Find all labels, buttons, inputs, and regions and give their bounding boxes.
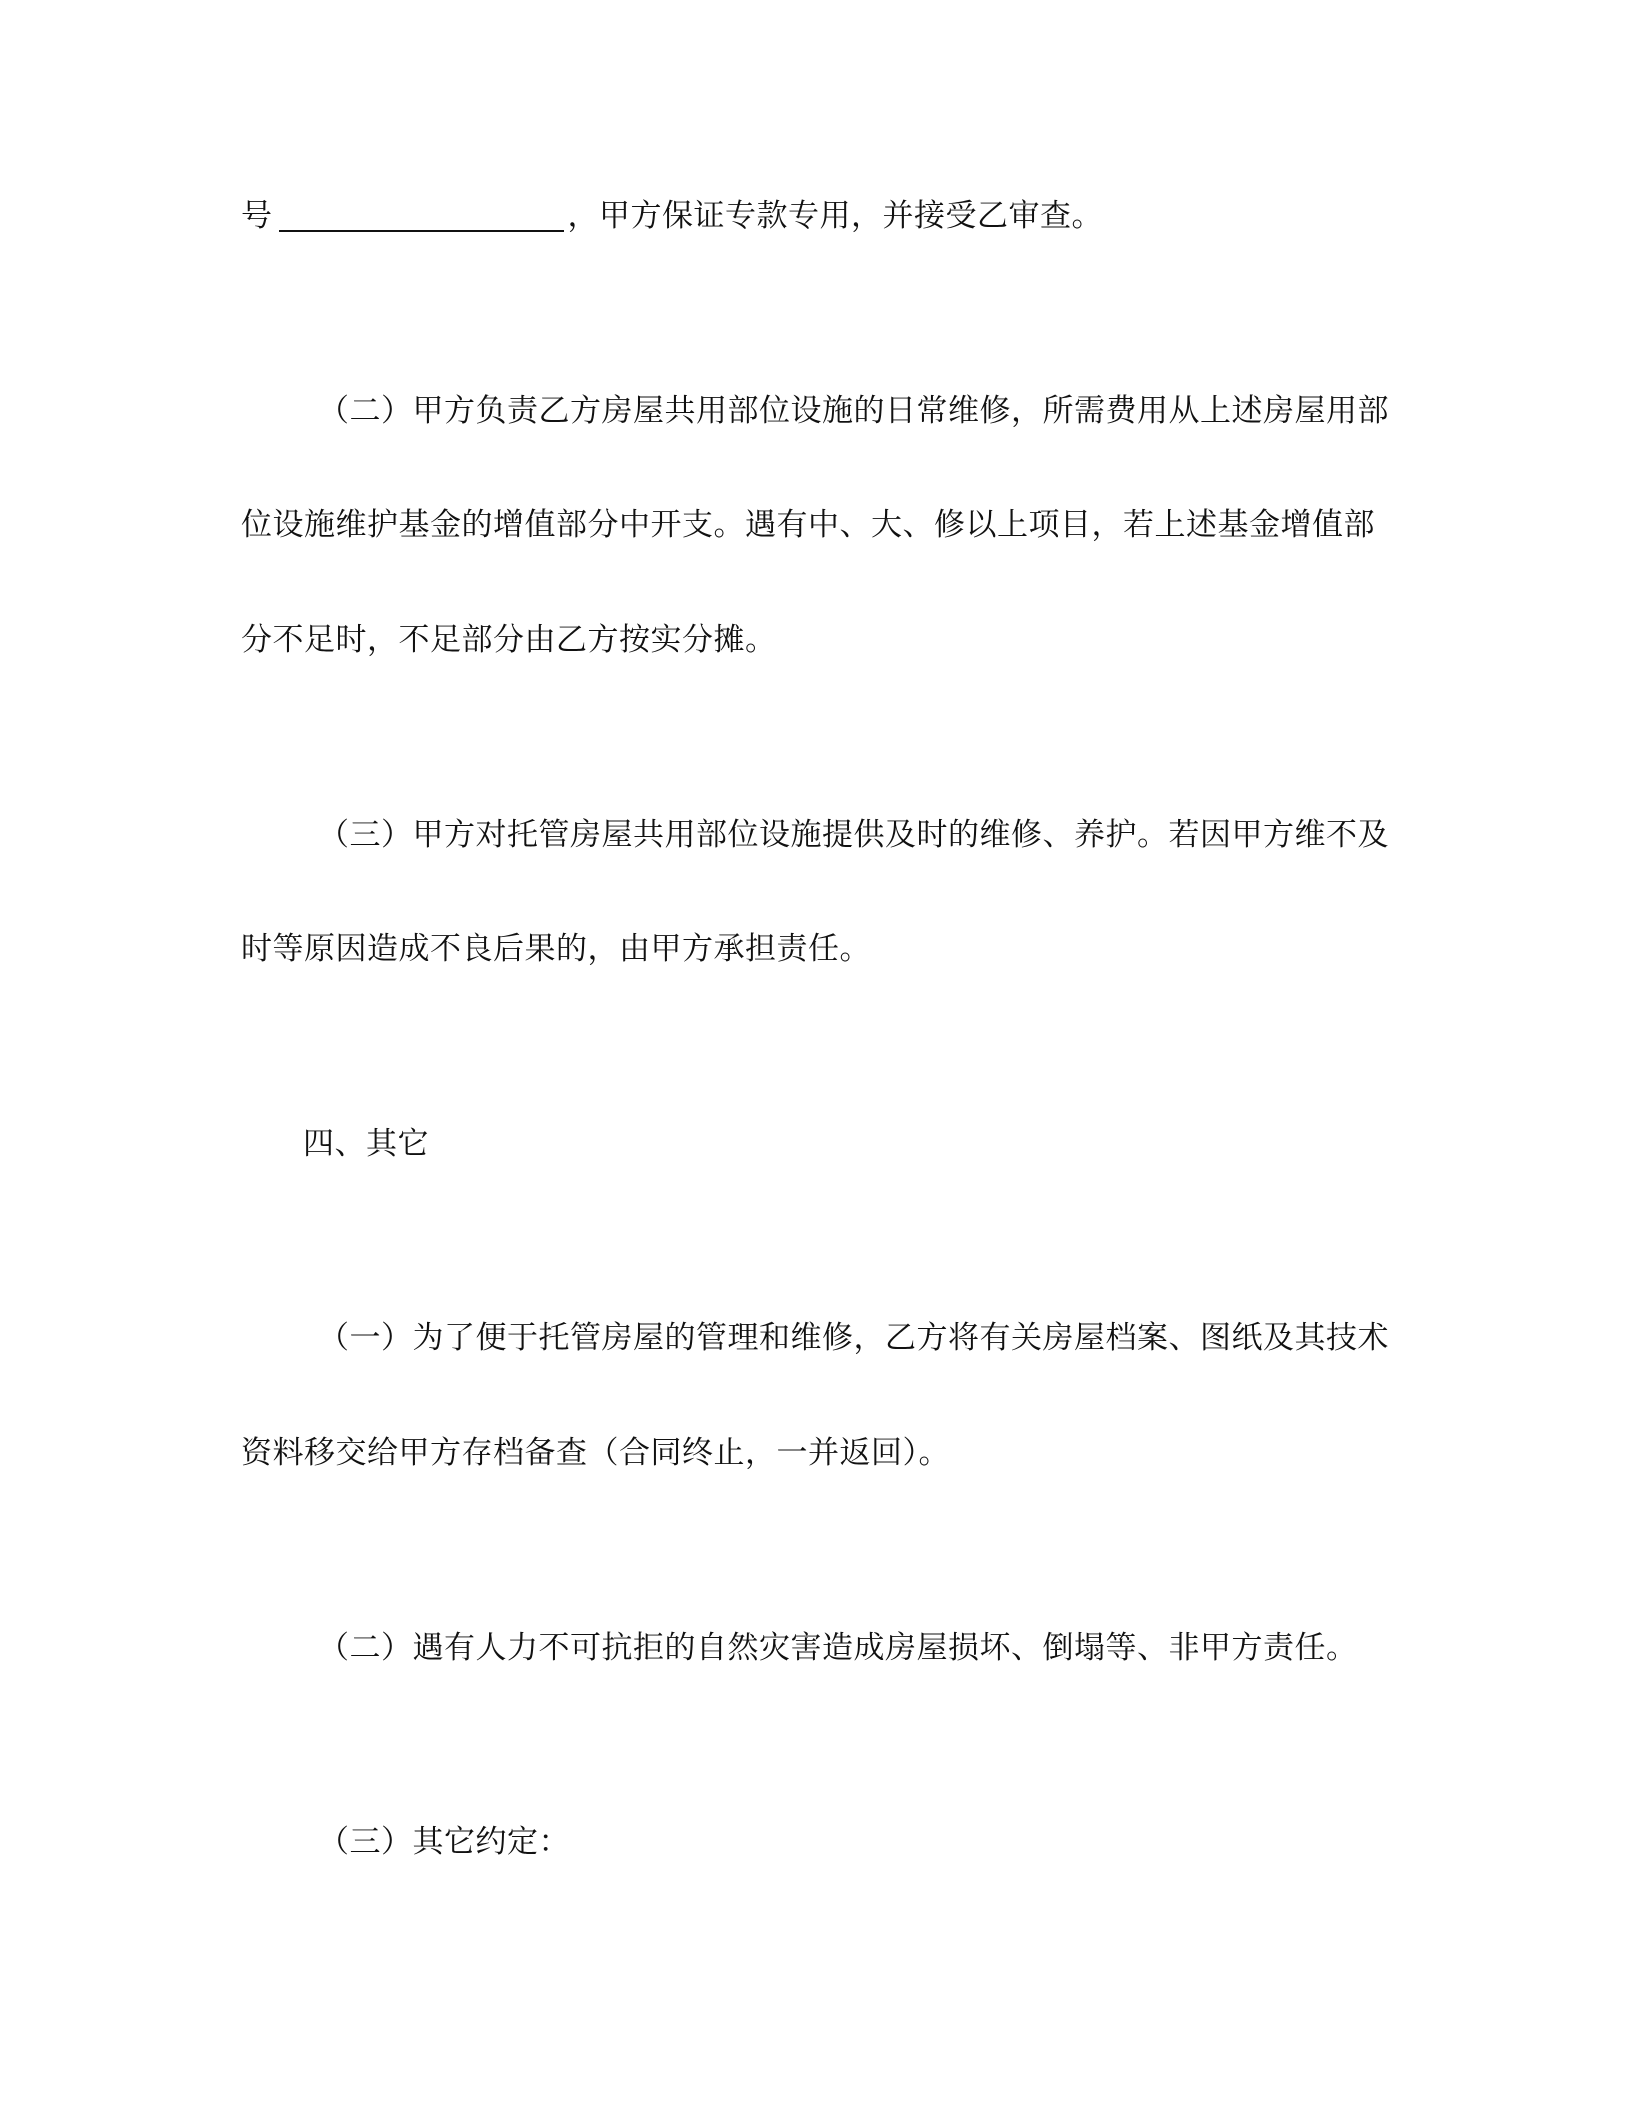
clause-2-line-3: 分不足时，不足部分由乙方按实分摊。 [241,622,777,658]
clause-2-line-1: （二）甲方负责乙方房屋共用部位设施的日常维修，所需费用从上述房屋用部 [318,393,1389,429]
continuation-line [241,196,1103,236]
other-clause-3-line-1: （三）其它约定： [318,1824,570,1860]
other-clause-2-line-1: （二）遇有人力不可抗拒的自然灾害造成房屋损坏、倒塌等、非甲方责任。 [318,1630,1358,1666]
clause-3-line-2: 时等原因造成不良后果的，由甲方承担责任。 [241,931,871,967]
account-number-blank [279,200,564,232]
section-heading-other: 四、其它 [303,1126,429,1162]
other-clause-1-line-2: 资料移交给甲方存档备查（合同终止，一并返回）。 [241,1435,950,1471]
other-clause-1-line-1: （一）为了便于托管房屋的管理和维修，乙方将有关房屋档案、图纸及其技术 [318,1320,1389,1356]
text-fragment-number: 号 [241,198,273,234]
clause-2-line-2: 位设施维护基金的增值部分中开支。遇有中、大、修以上项目，若上述基金增值部 [241,507,1375,543]
text-fragment-special-fund: ，甲方保证专款专用，并接受乙审查。 [567,198,1103,234]
clause-3-line-1: （三）甲方对托管房屋共用部位设施提供及时的维修、养护。若因甲方维不及 [318,817,1389,853]
